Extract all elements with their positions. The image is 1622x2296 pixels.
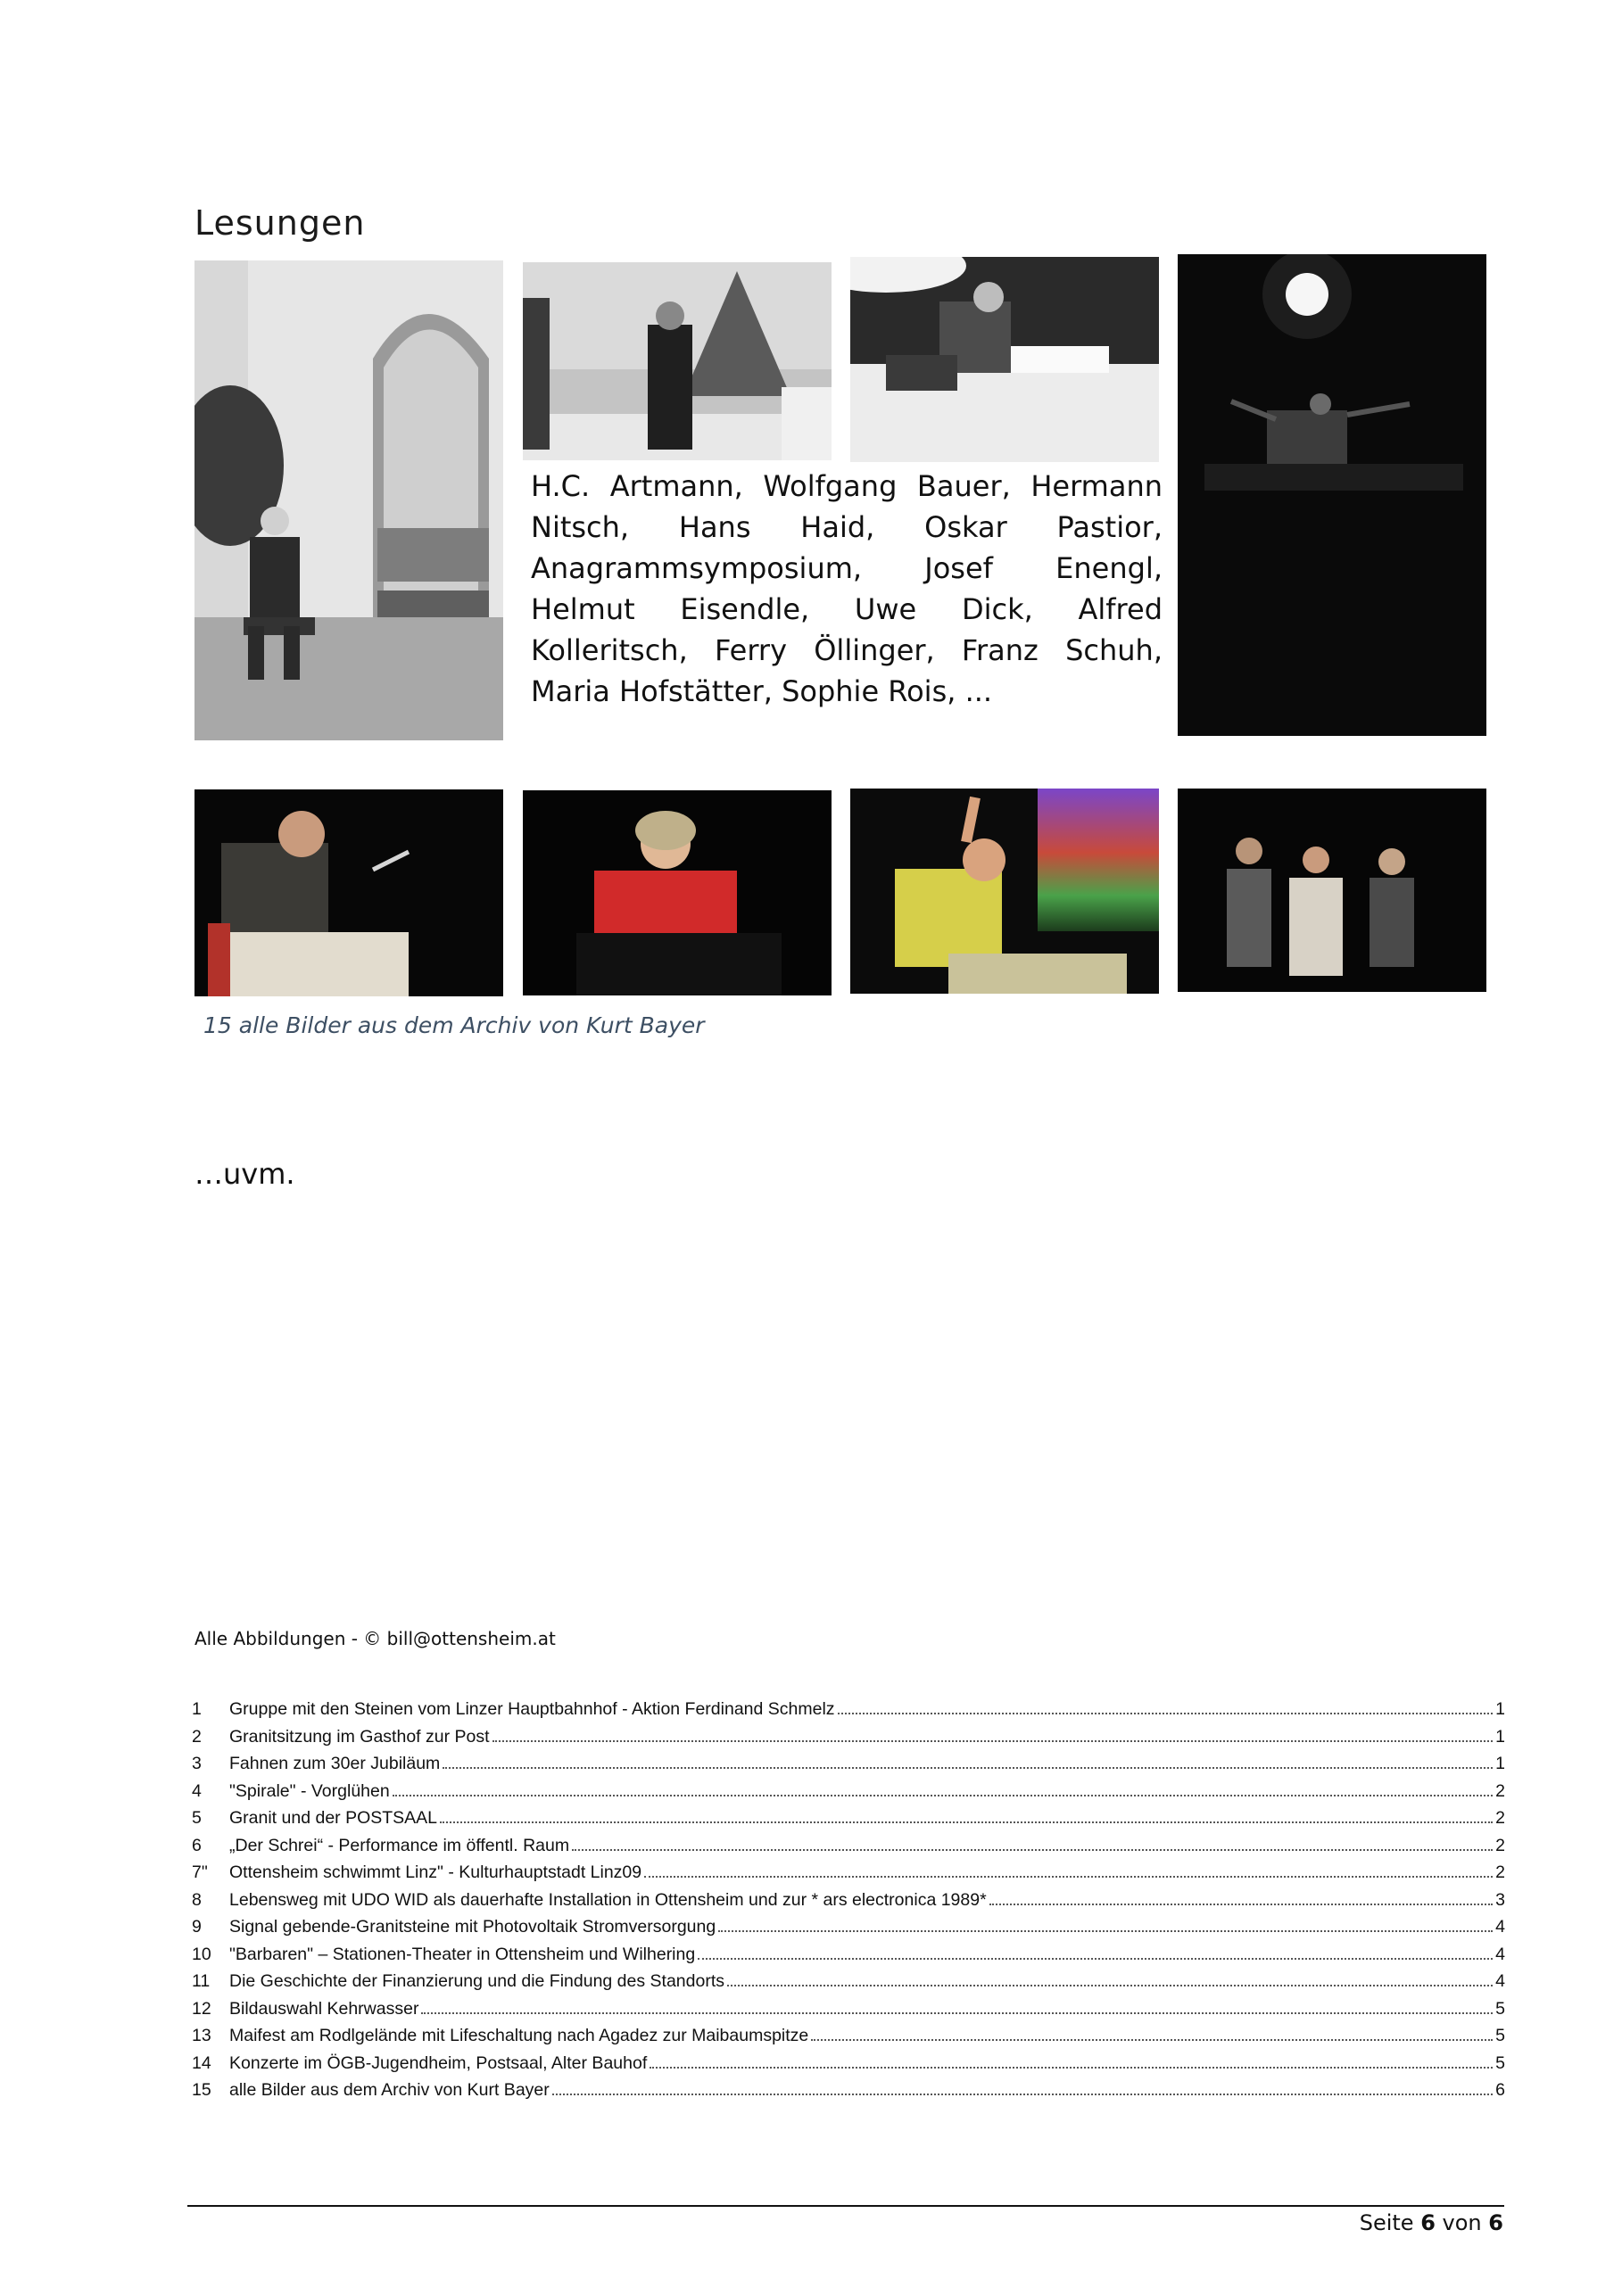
toc-entry-page: 2 [1495,1835,1505,1855]
toc-entry-page: 1 [1495,1726,1505,1747]
copyright-note: Alle Abbildungen - © bill@ottensheim.at [194,1628,556,1649]
toc-entry-number: 9 [192,1917,202,1937]
toc-entry-leader [698,1958,1493,1960]
toc-entry-title: Ottensheim schwimmt Linz" - Kulturhauptstadt Linz09 [229,1862,642,1882]
toc-entry[interactable] [192,2026,1505,2053]
toc-entry-leader [718,1930,1493,1932]
toc-entry-number: 2 [192,1726,202,1747]
toc-entry-leader [811,2039,1493,2041]
toc-entry[interactable] [192,1781,1505,1809]
toc-entry-leader [421,2012,1493,2014]
toc-entry-page: 1 [1495,1699,1505,1719]
toc-entry-leader [650,2067,1493,2069]
figure-caption: 15 alle Bilder aus dem Archiv von Kurt Bayer [203,1012,705,1038]
photo-man-seated-chapel [194,260,503,740]
toc-entry-page: 1 [1495,1754,1505,1773]
toc-entry[interactable] [192,1971,1505,1999]
photo-woman-red-sweater [523,790,832,995]
toc-entry-number: 4 [192,1780,202,1801]
toc-entry-title: Lebensweg mit UDO WID als dauerhafte Installation in Ottensheim und zur * ars electronica 1989* [229,1889,987,1910]
toc-entry-page: 2 [1495,1862,1505,1882]
toc-entry[interactable] [192,1999,1505,2027]
toc-entry-number: 7" [192,1862,208,1882]
figure-index [192,1699,1505,2108]
toc-entry-page: 4 [1495,1917,1505,1937]
toc-entry-title: Die Geschichte der Finanzierung und die Findung des Standorts [229,1971,724,1991]
toc-entry-title: "Spirale" - Vorglühen [229,1780,390,1801]
photo-man-raised-hand-colorful-screen [850,789,1159,994]
toc-entry-leader [727,1985,1493,1986]
toc-entry[interactable] [192,1917,1505,1945]
toc-entry-title: Fahnen zum 30er Jubiläum [229,1754,441,1773]
section-heading: Lesungen [194,203,366,243]
photo-three-performers [1178,789,1486,992]
toc-entry-page: 2 [1495,1780,1505,1801]
toc-entry-title: „Der Schrei“ - Performance im öffentl. Raum [229,1835,570,1855]
toc-entry-number: 13 [192,2026,211,2045]
toc-entry-number: 10 [192,1944,211,1964]
toc-entry-leader [989,1904,1493,1905]
toc-entry-title: Granit und der POSTSAAL [229,1808,438,1828]
photo-man-with-tree [523,262,832,460]
toc-entry[interactable] [192,1890,1505,1918]
toc-entry-title: Bildauswahl Kehrwasser [229,1998,419,2019]
toc-entry-title: Granitsitzung im Gasthof zur Post [229,1726,490,1747]
toc-entry[interactable] [192,2053,1505,2081]
toc-entry-page: 6 [1495,2080,1505,2100]
toc-entry-page: 3 [1495,1889,1505,1910]
toc-entry-page: 4 [1495,1971,1505,1991]
toc-entry-number: 12 [192,1998,211,2019]
photo-man-at-microphone [194,789,503,996]
toc-entry[interactable] [192,1836,1505,1863]
toc-entry[interactable] [192,1699,1505,1727]
toc-entry-page: 4 [1495,1944,1505,1964]
toc-entry-number: 1 [192,1699,202,1719]
toc-entry[interactable] [192,1945,1505,1972]
toc-entry-number: 5 [192,1808,202,1828]
toc-entry[interactable] [192,1862,1505,1890]
toc-entry[interactable] [192,1754,1505,1781]
toc-entry[interactable] [192,2080,1505,2108]
footer-middle: von [1442,2210,1482,2235]
toc-entry-number: 3 [192,1754,202,1773]
footer-prefix: Seite [1359,2210,1414,2235]
toc-entry[interactable] [192,1808,1505,1836]
toc-entry-number: 14 [192,2052,211,2073]
toc-entry-page: 5 [1495,1998,1505,2019]
toc-entry-number: 8 [192,1889,202,1910]
toc-entry-leader [393,1795,1493,1796]
toc-entry-leader [838,1713,1494,1714]
photo-man-reading-table [850,257,1159,462]
toc-entry-title: Konzerte im ÖGB-Jugendheim, Postsaal, Alter Bauhof [229,2052,648,2073]
toc-entry-number: 15 [192,2080,211,2100]
photo-dark-stage-performer [1178,254,1486,736]
toc-entry-page: 5 [1495,2052,1505,2073]
page-footer [1360,2210,1503,2235]
toc-entry[interactable] [192,1727,1505,1755]
footer-total-pages: 6 [1488,2210,1503,2235]
toc-entry-title: "Barbaren" – Stationen-Theater in Ottensheim und Wilhering [229,1944,696,1964]
toc-entry-title: Gruppe mit den Steinen vom Linzer Hauptbahnhof - Aktion Ferdinand Schmelz [229,1699,835,1719]
toc-entry-leader [644,1876,1493,1878]
footer-rule [187,2205,1504,2207]
names-paragraph: H.C. Artmann, Wolfgang Bauer, Hermann Nitsch, Hans Haid, Oskar Pastior, Anagrammsymposium, Josef Enengl, Helmut Eisendle, Uwe Dick, Alfred Kolleritsch, Ferry Öllinger, Franz Schuh, Maria Hofstätter, Sophie Rois, ... [531,469,1163,708]
toc-entry-title: Signal gebende-Granitsteine mit Photovoltaik Stromversorgung [229,1917,716,1937]
toc-entry-leader [572,1849,1493,1851]
toc-entry-leader [440,1821,1493,1823]
toc-entry-page: 5 [1495,2026,1505,2045]
toc-entry-number: 6 [192,1835,202,1855]
toc-entry-leader [443,1767,1493,1769]
footer-current-page: 6 [1420,2210,1436,2235]
toc-entry-title: Maifest am Rodlgelände mit Lifeschaltung nach Agadez zur Maibaumspitze [229,2026,809,2045]
toc-entry-leader [552,2094,1493,2095]
toc-entry-number: 11 [192,1971,211,1991]
uvm-text: …uvm. [194,1157,295,1191]
toc-entry-page: 2 [1495,1808,1505,1828]
toc-entry-title: alle Bilder aus dem Archiv von Kurt Bayer [229,2080,550,2100]
toc-entry-leader [492,1740,1494,1742]
